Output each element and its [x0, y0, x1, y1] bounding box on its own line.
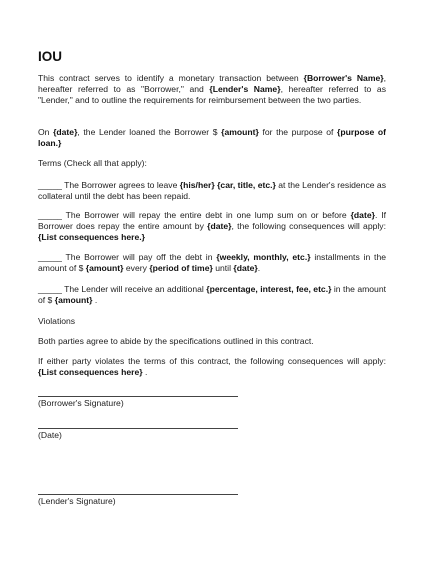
- term3-text-2: installments in the amount of $: [38, 252, 387, 273]
- date-signature-label: (Date): [38, 430, 62, 440]
- term4-amount-placeholder: {amount}: [54, 295, 93, 305]
- term3-period-placeholder: {period of time}: [149, 263, 213, 273]
- term3-text-1: _____ The Borrower will pay off the debt in: [38, 252, 217, 262]
- intro-text-3: , hereafter referred to as "Lender," and to outline the requirements for reimbursement between the two parties.: [38, 84, 386, 105]
- violate-consequences-placeholder: {List consequences here}: [38, 367, 143, 377]
- loan-date-placeholder: {date}: [53, 127, 78, 137]
- intro-text-1: This contract serves to identify a monetary transaction between: [38, 73, 304, 83]
- violate-text-1: If either party violates the terms of this contract, the following consequences will apply:: [38, 356, 386, 366]
- term3-text-5: .: [257, 263, 261, 273]
- violation-paragraph: [38, 356, 386, 378]
- lender-signature-line: [38, 494, 238, 495]
- violate-text-2: .: [142, 367, 148, 377]
- term3-text-3: every: [123, 263, 150, 273]
- loan-text-2: , the Lender loaned the Borrower $: [77, 127, 222, 137]
- borrower-signature-line: [38, 396, 238, 397]
- term2-text-1: _____ The Borrower will repay the entire debt in one lump sum on or before: [38, 210, 351, 220]
- term-installments: [38, 252, 386, 274]
- lender-name-placeholder: {Lender's Name}: [209, 84, 281, 94]
- term2-date-placeholder: {date}: [350, 210, 375, 220]
- date-signature-line: [38, 428, 238, 429]
- document-title: IOU: [38, 49, 63, 64]
- term4-fee-placeholder: {percentage, interest, fee, etc.}: [206, 284, 332, 294]
- borrower-signature-label: (Borrower's Signature): [38, 398, 124, 408]
- loan-text-3: for the purpose of: [258, 127, 338, 137]
- term-lump-sum: [38, 210, 386, 243]
- term2-consequences-placeholder: {List consequences here.}: [38, 232, 145, 242]
- term2-date2-placeholder: {date}: [207, 221, 232, 231]
- intro-text-2: , hereafter referred to as "Borrower," and: [38, 73, 386, 94]
- term1-collateral-placeholder: {car, title, etc.}: [217, 180, 276, 190]
- term1-text-3: at the Lender's residence as collateral until the debt has been repaid.: [38, 180, 386, 201]
- loan-amount-placeholder: {amount}: [221, 127, 259, 137]
- term-additional: [38, 284, 386, 306]
- intro-paragraph: [38, 73, 386, 106]
- terms-heading: Terms (Check all that apply):: [38, 158, 147, 168]
- term4-text-1: _____ The Lender will receive an additional: [38, 284, 207, 294]
- borrower-name-placeholder: {Borrower's Name}: [303, 73, 384, 83]
- violations-heading: Violations: [38, 316, 76, 326]
- term3-frequency-placeholder: {weekly, monthly, etc.}: [216, 252, 311, 262]
- term2-text-3: , the following consequences will apply:: [231, 221, 386, 231]
- loan-paragraph: [38, 127, 386, 149]
- loan-purpose-placeholder: {purpose of loan.}: [38, 127, 387, 148]
- term1-pronoun-placeholder: {his/her}: [179, 180, 215, 190]
- agreement-paragraph: Both parties agree to abide by the specifications outlined in this contract.: [38, 336, 314, 346]
- term4-text-3: .: [92, 295, 98, 305]
- term4-text-2: in the amount of $: [38, 284, 387, 305]
- term3-amount-placeholder: {amount}: [85, 263, 124, 273]
- term3-text-4: until: [212, 263, 234, 273]
- term2-text-2: . If Borrower does repay the entire amount by: [38, 210, 386, 231]
- term-collateral: [38, 180, 386, 202]
- loan-text-1: On: [38, 127, 54, 137]
- term1-text-1: _____ The Borrower agrees to leave: [38, 180, 180, 190]
- lender-signature-label: (Lender's Signature): [38, 496, 116, 506]
- term3-date-placeholder: {date}: [233, 263, 258, 273]
